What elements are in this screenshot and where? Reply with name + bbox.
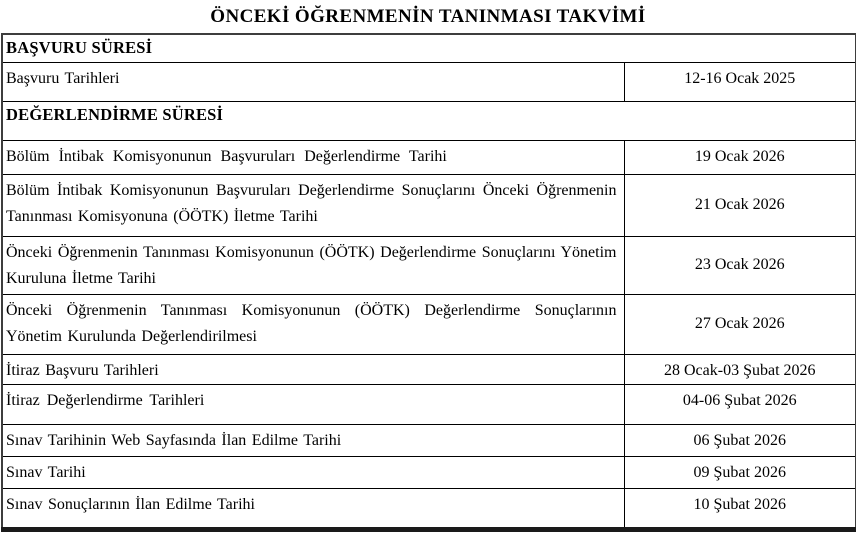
table-row [2,174,856,236]
schedule-table-body [2,34,856,529]
schedule-table [1,33,856,532]
table-row [2,140,856,174]
event-label-cell: Başvuru Tarihleri [2,62,624,101]
table-row [2,424,856,456]
event-date-cell: 12-16 Ocak 2025 [624,62,856,101]
event-label-cell: Bölüm İntibak Komisyonunun Başvuruları Değerlendirme Tarihi [2,140,624,174]
table-row [2,384,856,424]
section-header-cell: BAŞVURU SÜRESİ [2,34,856,62]
table-row [2,62,856,101]
event-date-cell: 04-06 Şubat 2026 [624,384,856,424]
event-label-cell: İtiraz Başvuru Tarihleri [2,354,624,384]
event-label-cell: İtiraz Değerlendirme Tarihleri [2,384,624,424]
event-date-cell: 06 Şubat 2026 [624,424,856,456]
table-row [2,488,856,529]
table-row [2,294,856,354]
event-label-cell: Önceki Öğrenmenin Tanınması Komisyonunun (ÖÖTK) Değerlendirme Sonuçlarının Yönetim Kurulunda Değerlendirilmesi [2,294,624,354]
table-row [2,236,856,294]
event-date-cell: 23 Ocak 2026 [624,236,856,294]
section-row [2,34,856,62]
event-date-cell: 28 Ocak-03 Şubat 2026 [624,354,856,384]
event-label-cell: Bölüm İntibak Komisyonunun Başvuruları Değerlendirme Sonuçlarını Önceki Öğrenmenin Tanınması Komisyonuna (ÖÖTK) İletme Tarihi [2,174,624,236]
event-label-cell: Sınav Tarihinin Web Sayfasında İlan Edilme Tarihi [2,424,624,456]
event-date-cell: 10 Şubat 2026 [624,488,856,529]
event-label-cell: Önceki Öğrenmenin Tanınması Komisyonunun (ÖÖTK) Değerlendirme Sonuçlarını Yönetim Kuruluna İletme Tarihi [2,236,624,294]
event-date-cell: 21 Ocak 2026 [624,174,856,236]
document-title: ÖNCEKİ ÖĞRENMENİN TANINMASI TAKVİMİ [210,6,646,27]
document-page [0,6,856,532]
table-row [2,354,856,384]
section-header-cell: DEĞERLENDİRME SÜRESİ [2,101,856,140]
event-label-cell: Sınav Tarihi [2,456,624,488]
section-row [2,101,856,140]
event-date-cell: 19 Ocak 2026 [624,140,856,174]
event-date-cell: 09 Şubat 2026 [624,456,856,488]
event-date-cell: 27 Ocak 2026 [624,294,856,354]
event-label-cell: Sınav Sonuçlarının İlan Edilme Tarihi [2,488,624,529]
table-row [2,456,856,488]
